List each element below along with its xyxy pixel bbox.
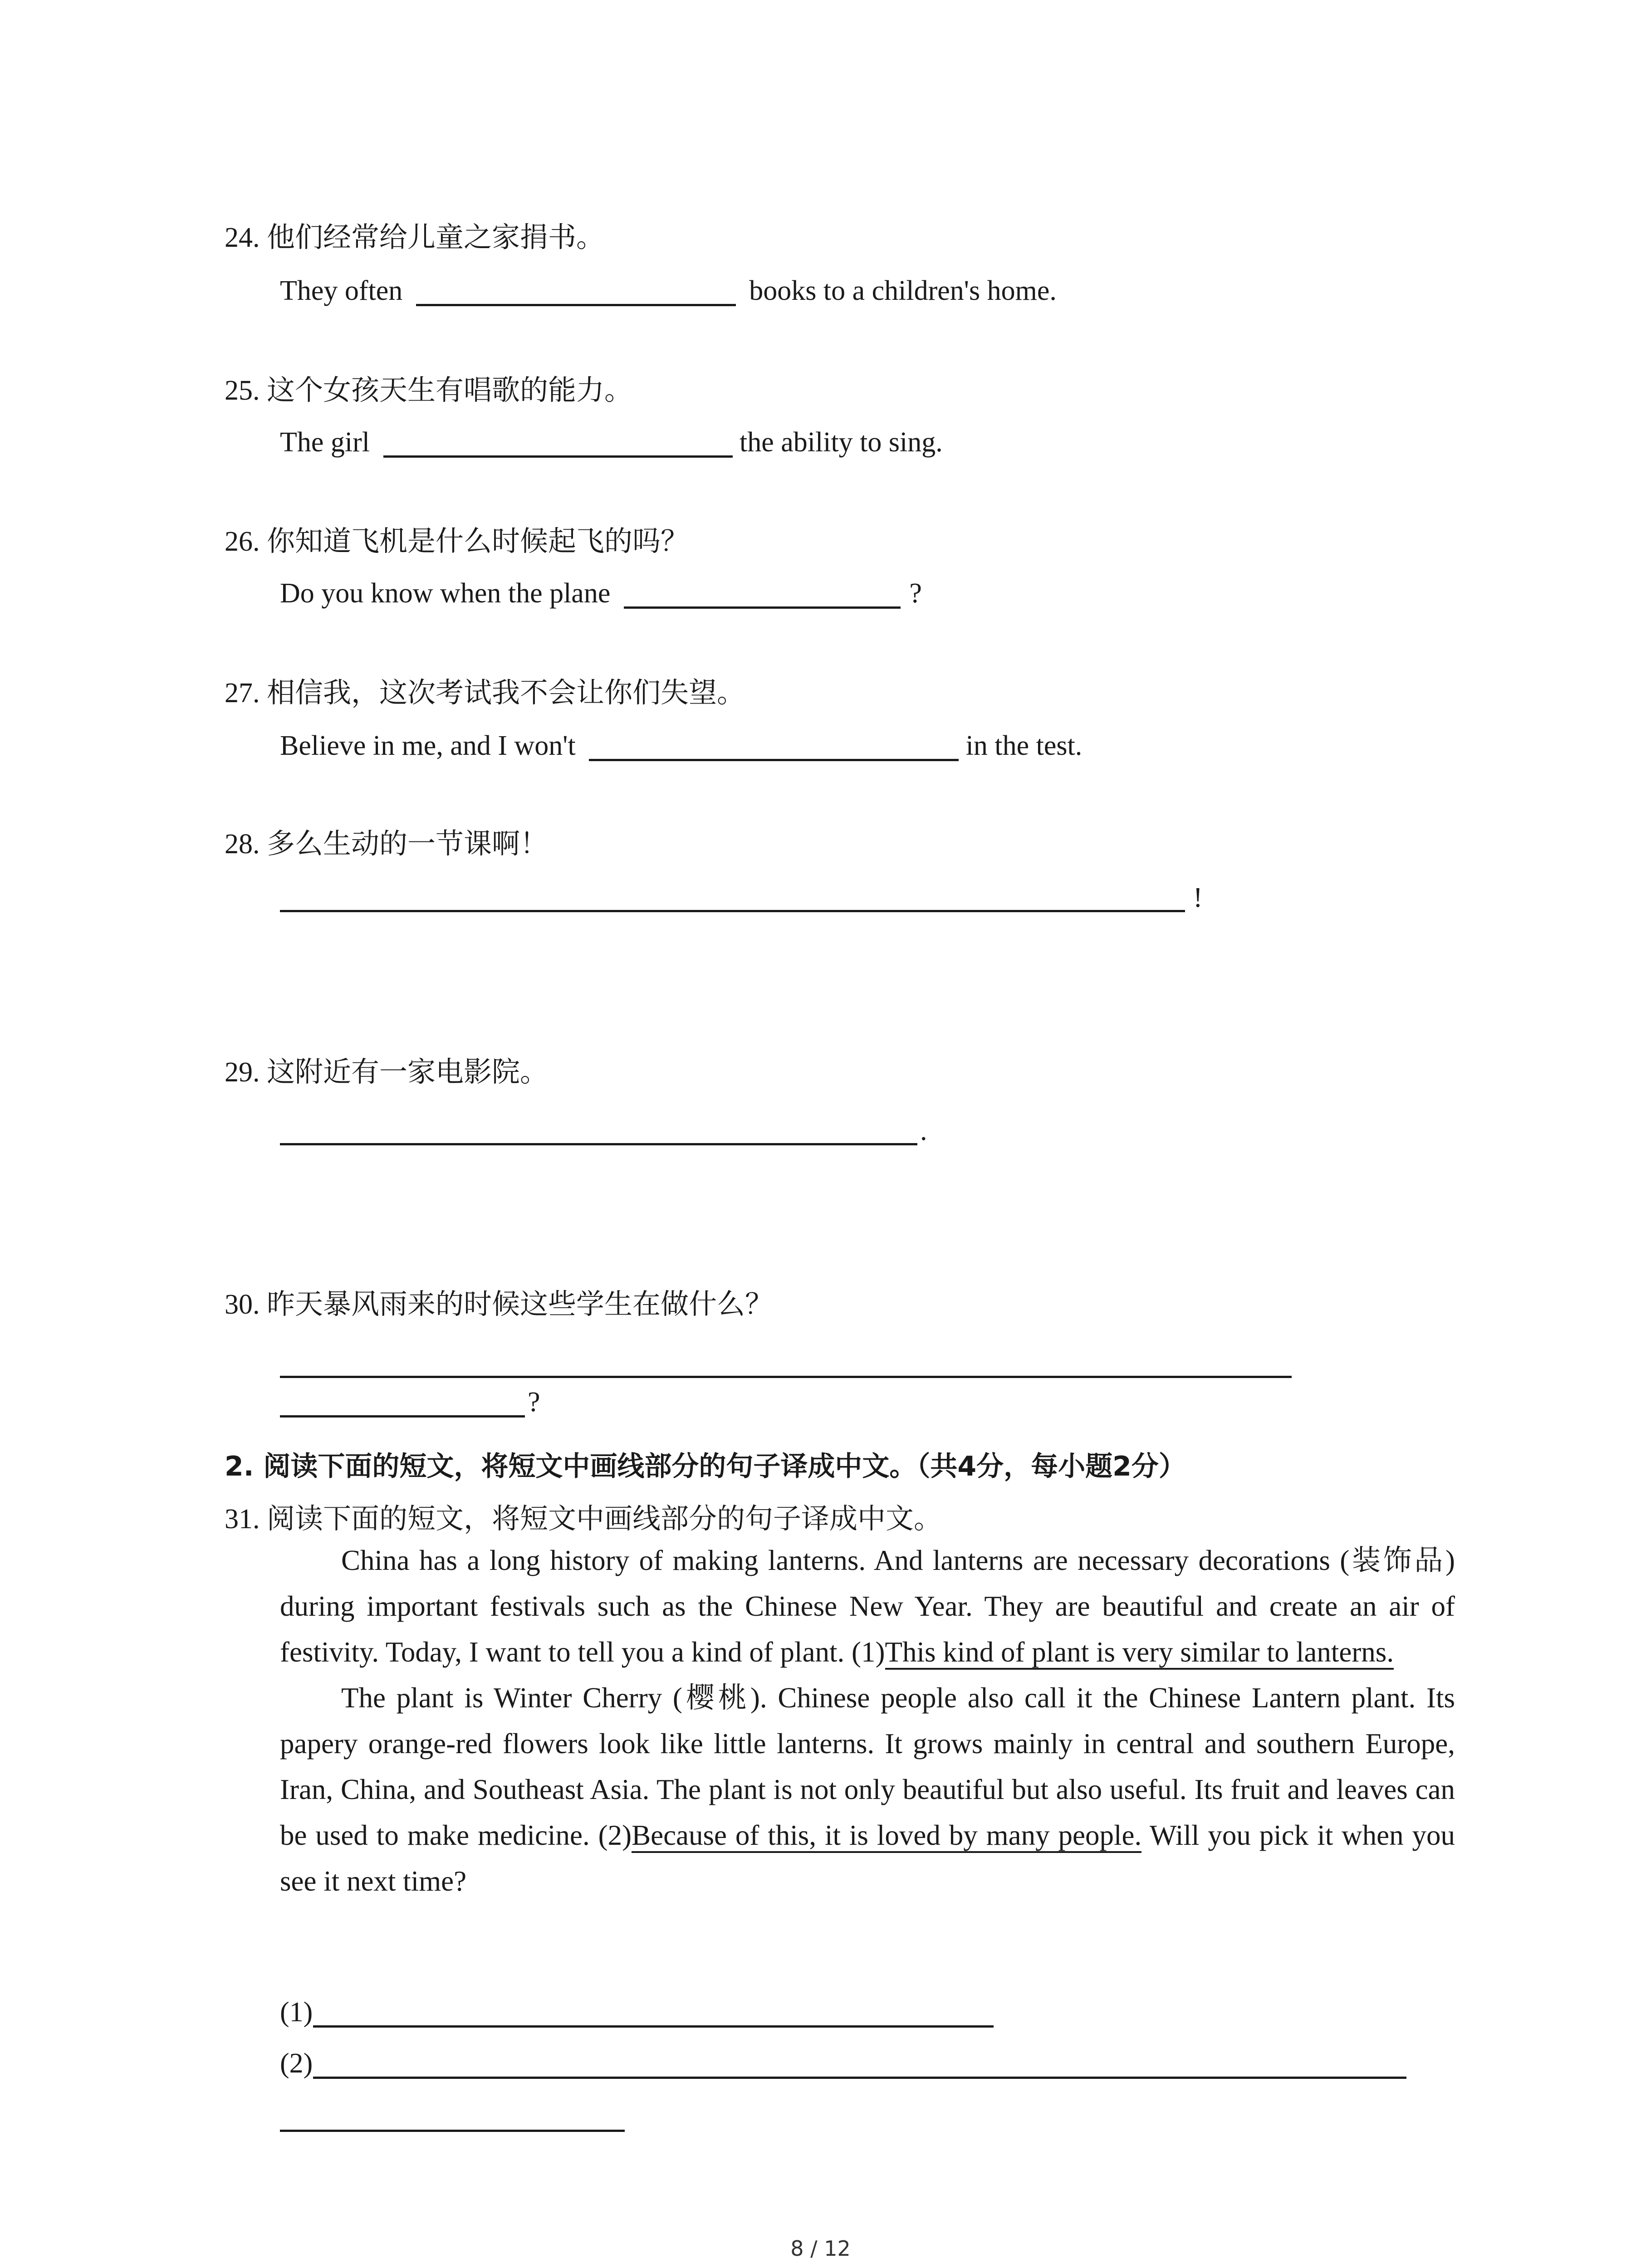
chinese-sentence: 这个女孩天生有唱歌的能力。 <box>267 375 633 406</box>
answer-2-label: (2) <box>280 2048 313 2079</box>
question-number: 28. <box>225 829 260 860</box>
answer-2-line-continued[interactable] <box>280 2130 625 2132</box>
question-number: 25. <box>225 375 260 406</box>
chinese-sentence: 阅读下面的短文，将短文中画线部分的句子译成中文。 <box>267 1504 942 1535</box>
chinese-sentence: 昨天暴风雨来的时候这些学生在做什么？ <box>267 1289 774 1320</box>
page-number: 8 / 12 <box>790 2236 851 2261</box>
question-30-prompt <box>225 1290 773 1319</box>
question-28-prompt <box>225 830 548 858</box>
question-24-prompt <box>225 224 604 252</box>
question-25-answer-line: The girl the ability to sing. <box>280 427 943 458</box>
question-25-prompt <box>225 376 632 405</box>
reading-passage <box>280 1538 1455 1904</box>
answer-1-line[interactable] <box>313 2025 994 2028</box>
answer-blank[interactable] <box>624 579 901 609</box>
question-number: 30. <box>225 1289 260 1320</box>
question-26-answer-line: Do you know when the plane ? <box>280 578 922 609</box>
passage-paragraph-1: China has a long history of making lanterns. And lanterns are necessary decorations (装饰品) during important festivals such as the Chinese New Year. They are beautiful and create an air of festivity. Today, I want to tell you a kind of plant. (1)This kind of plant is very similar to lanterns. <box>280 1538 1455 1675</box>
underlined-sentence-2: Because of this, it is loved by many people. <box>632 1819 1141 1853</box>
question-24-answer-line: They often books to a children's home. <box>280 275 1057 306</box>
question-number: 27. <box>225 678 260 709</box>
chinese-sentence: 他们经常给儿童之家捐书。 <box>267 222 605 253</box>
question-27-answer-line: Believe in me, and I won't in the test. <box>280 730 1083 761</box>
question-number: 31. <box>225 1504 260 1535</box>
answer-1-label: (1) <box>280 1997 313 2028</box>
chinese-sentence: 相信我，这次考试我不会让你们失望。 <box>267 678 745 709</box>
answer-line[interactable] <box>280 910 1185 912</box>
question-number: 29. <box>225 1057 260 1088</box>
chinese-sentence: 多么生动的一节课啊！ <box>267 829 549 860</box>
end-punctuation: ! <box>1193 882 1203 913</box>
chinese-sentence: 这附近有一家电影院。 <box>267 1057 549 1088</box>
question-number: 26. <box>225 526 260 557</box>
question-27-prompt <box>225 679 745 707</box>
underlined-sentence-1: This kind of plant is very similar to lanterns. <box>885 1636 1394 1670</box>
answer-blank[interactable] <box>416 277 736 306</box>
question-number: 24. <box>225 222 260 253</box>
end-punctuation: ? <box>528 1387 540 1418</box>
answer-line[interactable] <box>280 1376 1292 1378</box>
answer-blank[interactable] <box>383 428 733 458</box>
passage-paragraph-2: The plant is Winter Cherry (樱桃). Chinese people also call it the Chinese Lantern plant. Its papery orange-red flowers look like little lanterns. It grows mainly in central and southern Europe, Iran, China, and Southeast Asia. The plant is not only beautiful but also useful. Its fruit and leaves can be used to make medicine. (2)Because of this, it is loved by many people. Will you pick it when you see it next time? <box>280 1682 1455 1897</box>
end-punctuation: . <box>920 1115 927 1146</box>
question-29-prompt <box>225 1058 548 1086</box>
answer-line[interactable] <box>280 1143 917 1145</box>
answer-2-line[interactable] <box>313 2077 1406 2079</box>
question-31-prompt <box>225 1505 942 1533</box>
chinese-sentence: 你知道飞机是什么时候起飞的吗？ <box>267 526 689 557</box>
question-26-prompt <box>225 528 689 556</box>
answer-blank[interactable] <box>589 732 959 761</box>
answer-line[interactable] <box>280 1415 525 1418</box>
section-heading: 2. 阅读下面的短文，将短文中画线部分的句子译成中文。（共4分，每小题2分） <box>225 1451 1186 1482</box>
